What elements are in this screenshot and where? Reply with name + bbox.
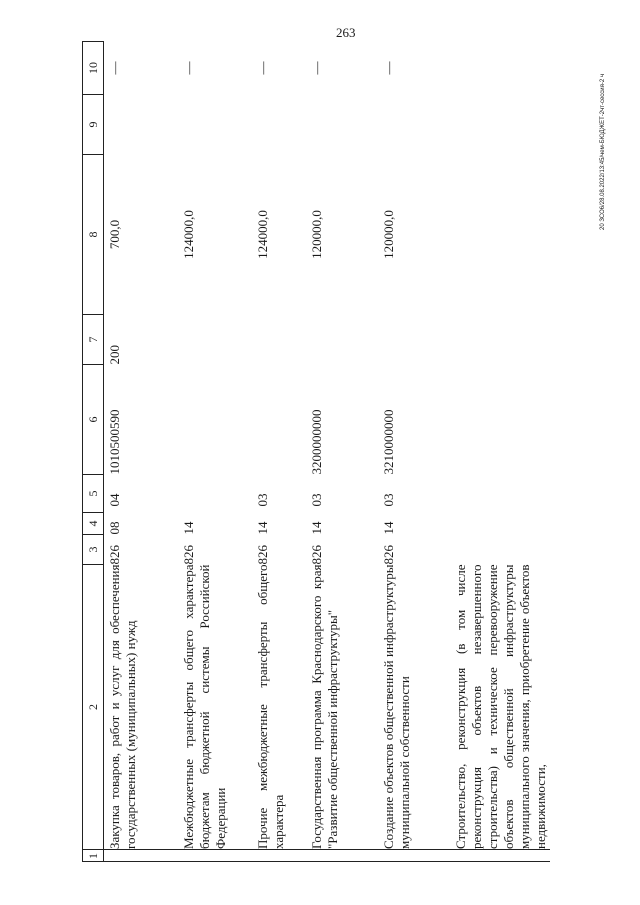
header-cell: 3 [83, 535, 104, 565]
rotated-table-container [82, 42, 548, 862]
table-cell: 120000,0 [380, 210, 396, 259]
table-cell: — [107, 61, 122, 75]
table-cell: — [308, 61, 324, 75]
table-cell [306, 315, 378, 365]
table-cell [306, 95, 378, 155]
table-cell [450, 155, 550, 315]
table-cell: 120000,0 [308, 210, 324, 259]
table-cell [178, 475, 252, 513]
table-cell: 826 [254, 545, 270, 565]
table-cell [306, 850, 378, 862]
header-cell: 1 [83, 850, 104, 862]
table-cell: 03 [308, 493, 324, 507]
table-cell: 826 [107, 545, 122, 565]
table-cell [450, 42, 550, 95]
side-note [600, 73, 610, 230]
table-cell [178, 850, 252, 862]
table-row [306, 42, 378, 862]
table-cell: 08 [107, 521, 122, 535]
header-cell: 2 [83, 565, 104, 850]
table-cell [252, 850, 306, 862]
table-cell: — [180, 61, 196, 75]
header-cell: 9 [83, 95, 104, 155]
table-cell: 14 [308, 521, 324, 535]
header-cell: 10 [83, 42, 104, 95]
table-cell: 826 [380, 545, 396, 565]
table-cell: 826 [308, 545, 324, 565]
table-cell: 14 [254, 521, 270, 535]
table-cell: 3210000000 [380, 409, 396, 475]
table-cell: — [380, 61, 396, 75]
table-cell [450, 535, 550, 565]
row-name: Закупка товаров, работ и услуг для обеспечения государственных (муниципальных) нужд [107, 564, 138, 849]
table-row [104, 42, 178, 862]
row-name: Межбюджетные трансферты общего характера бюджетам бюджетной системы Российской Федерации [180, 564, 228, 849]
table-cell: 03 [254, 493, 270, 507]
row-name: Государственная программа Краснодарского края "Развитие общественной инфраструктуры" [308, 564, 340, 849]
table-cell [450, 475, 550, 513]
table-header-row [83, 42, 104, 862]
header-cell: 6 [83, 365, 104, 475]
table-cell [378, 315, 450, 365]
table-cell [252, 365, 306, 475]
table-cell [104, 95, 178, 155]
table-cell [450, 365, 550, 475]
table-cell: — [254, 61, 270, 75]
table-cell: 3200000000 [308, 409, 324, 475]
table-cell [178, 365, 252, 475]
row-name: Прочие межбюджетные трансферты общего характера [254, 564, 286, 849]
table-cell: 03 [380, 493, 396, 507]
header-cell: 8 [83, 155, 104, 315]
table-cell: 826 [180, 545, 196, 565]
table-cell: 200 [107, 345, 122, 365]
budget-table [82, 41, 550, 862]
table-cell [252, 315, 306, 365]
table-cell [450, 850, 550, 862]
row-name: Строительство, реконструкция (в том числе реконструкция объектов незавершенного строительства) и техническое перевооружение объектов общественной инфраструктуры муниципального значения, приобретение объектов недвижимости, [452, 564, 548, 849]
row-name: Создание объектов общественной инфраструктуры муниципальной собственности [380, 564, 412, 849]
header-cell: 5 [83, 475, 104, 513]
header-cell: 7 [83, 315, 104, 365]
page-number: 263 [336, 25, 356, 40]
table-cell [178, 315, 252, 365]
table-cell [378, 95, 450, 155]
table-cell: 124000,0 [254, 210, 270, 259]
table-cell [104, 850, 178, 862]
table-cell [378, 850, 450, 862]
table-cell: 1010500590 [107, 409, 122, 475]
table-cell: 14 [180, 521, 196, 535]
table-row [450, 42, 550, 862]
table-cell: 14 [380, 521, 396, 535]
table-row [378, 42, 450, 862]
table-cell: 700,0 [107, 219, 122, 250]
table-cell [450, 95, 550, 155]
table-row [178, 42, 252, 862]
table-cell [450, 513, 550, 535]
side-note-text: 20 ЗСО6/28.08.2022/13:45/чем-БЮДЖЕТ-2чт-сессия-2 ч [600, 73, 606, 230]
table-cell: 124000,0 [180, 210, 196, 259]
table-cell [450, 315, 550, 365]
table-cell [252, 95, 306, 155]
table-cell [178, 95, 252, 155]
table-row [252, 42, 306, 862]
header-cell: 4 [83, 513, 104, 535]
table-cell: 04 [107, 493, 122, 507]
